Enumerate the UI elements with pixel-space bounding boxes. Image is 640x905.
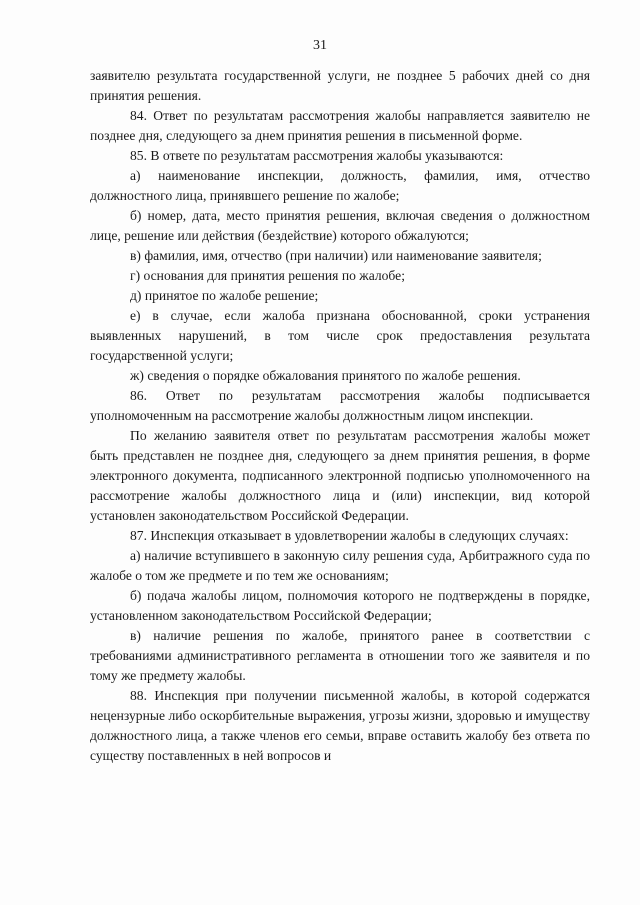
paragraph: в) наличие решения по жалобе, принятого ранее в соответствии с требованиями административного регламента в отношении того же заявителя и по тому же предмету жалобы.: [90, 628, 590, 683]
document-body: [90, 66, 590, 766]
paragraph: 87. Инспекция отказывает в удовлетворении жалобы в следующих случаях:: [130, 528, 569, 543]
paragraph: 86. Ответ по результатам рассмотрения жалобы подписывается уполномоченным на рассмотрение жалобы должностным лицом инспекции.: [90, 388, 590, 423]
paragraph: е) в случае, если жалоба признана обоснованной, сроки устранения выявленных нарушений, в том числе срок предоставления результата государственной услуги;: [90, 308, 590, 363]
paragraph: а) наименование инспекции, должность, фамилия, имя, отчество должностного лица, принявшего решение по жалобе;: [90, 168, 590, 203]
paragraph: 84. Ответ по результатам рассмотрения жалобы направляется заявителю не позднее дня, следующего за днем принятия решения в письменной форме.: [90, 108, 590, 143]
paragraph: б) номер, дата, место принятия решения, включая сведения о должностном лице, решение или действия (бездействие) которого обжалуются;: [90, 208, 590, 243]
paragraph: 85. В ответе по результатам рассмотрения жалобы указываются:: [130, 148, 504, 163]
paragraph: ж) сведения о порядке обжалования принятого по жалобе решения.: [130, 368, 521, 383]
paragraph: заявителю результата государственной услуги, не позднее 5 рабочих дней со дня принятия решения.: [90, 68, 590, 103]
paragraph: в) фамилия, имя, отчество (при наличии) или наименование заявителя;: [130, 248, 542, 263]
paragraph: г) основания для принятия решения по жалобе;: [130, 268, 405, 283]
paragraph: б) подача жалобы лицом, полномочия которого не подтверждены в порядке, установленном законодательством Российской Федерации;: [90, 588, 590, 623]
paragraph: По желанию заявителя ответ по результатам рассмотрения жалобы может быть представлен не позднее дня, следующего за днем принятия решения, в форме электронного документа, подписанного электронной подписью уполномоченного на рассмотрение жалобы должностного лица и (или) инспекции, вид которой установлен законодательством Российской Федерации.: [90, 428, 590, 523]
paragraph: д) принятое по жалобе решение;: [130, 288, 319, 303]
paragraph: 88. Инспекция при получении письменной жалобы, в которой содержатся нецензурные либо оскорбительные выражения, угрозы жизни, здоровью и имуществу должностного лица, а также членов его семьи, вправе оставить жалобу без ответа по существу поставленных в ней вопросов и: [90, 688, 590, 763]
page-number: 31: [313, 38, 327, 53]
paragraph: а) наличие вступившего в законную силу решения суда, Арбитражного суда по жалобе о том же предмете и по тем же основаниям;: [90, 548, 590, 583]
